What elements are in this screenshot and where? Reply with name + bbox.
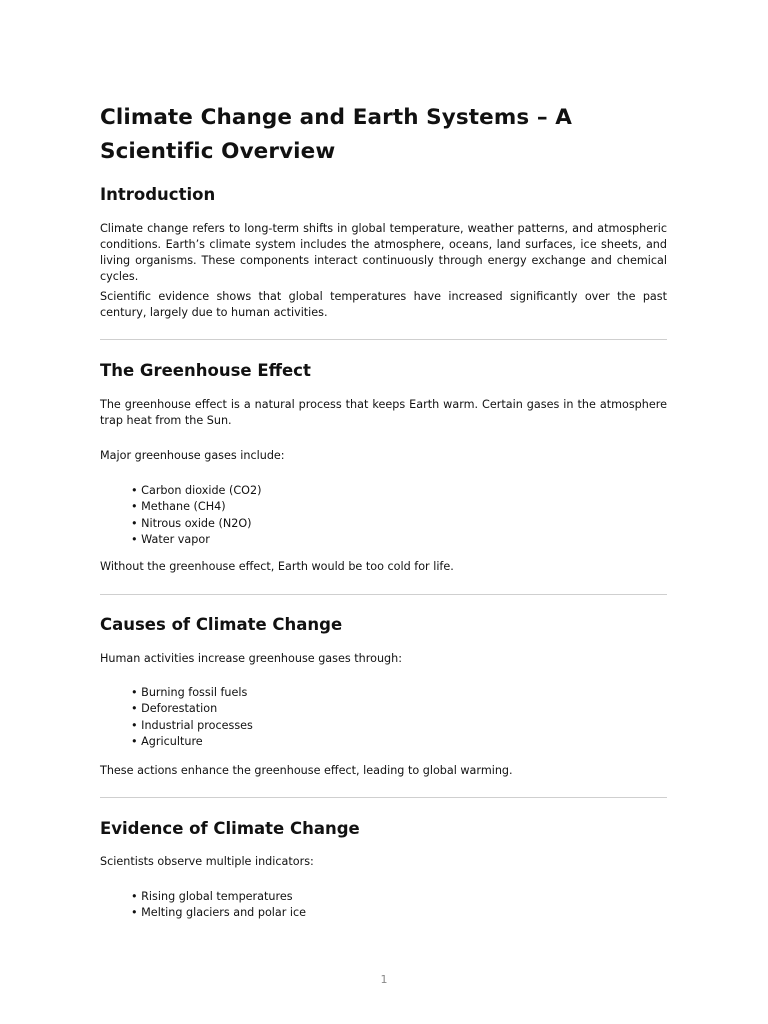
section-divider bbox=[100, 594, 667, 595]
greenhouse-paragraph-1: The greenhouse effect is a natural process that keeps Earth warm. Certain gases in the atmosphere trap heat from the Sun. bbox=[100, 398, 667, 427]
section-heading-greenhouse-effect: The Greenhouse Effect bbox=[100, 361, 311, 380]
evidence-list bbox=[131, 889, 306, 922]
list-item: • Nitrous oxide (N2O) bbox=[131, 516, 252, 530]
list-item: • Deforestation bbox=[131, 702, 218, 716]
section-divider bbox=[100, 339, 667, 340]
list-item: • Agriculture bbox=[131, 734, 203, 748]
list-item: • Rising global temperatures bbox=[131, 890, 293, 903]
list-item: • Melting glaciers and polar ice bbox=[131, 906, 307, 920]
greenhouse-gases-list bbox=[131, 483, 261, 548]
list-item: • Burning fossil fuels bbox=[131, 686, 248, 699]
page-number: 1 bbox=[380, 973, 388, 986]
greenhouse-paragraph-2: Major greenhouse gases include: bbox=[100, 449, 285, 462]
list-item: • Industrial processes bbox=[131, 718, 253, 732]
intro-paragraph-2: Scientific evidence shows that global temperatures have increased significantly over the past century, largely due to human activities. bbox=[100, 290, 667, 319]
section-heading-evidence: Evidence of Climate Change bbox=[100, 819, 360, 838]
greenhouse-paragraph-3: Without the greenhouse effect, Earth would be too cold for life. bbox=[100, 560, 454, 573]
section-heading-introduction: Introduction bbox=[100, 185, 216, 204]
list-item: • Carbon dioxide (CO2) bbox=[131, 484, 262, 497]
causes-paragraph-1: Human activities increase greenhouse gases through: bbox=[100, 652, 402, 665]
section-divider bbox=[100, 797, 667, 798]
list-item: • Water vapor bbox=[131, 532, 210, 546]
intro-paragraph-1: Climate change refers to long-term shifts in global temperature, weather patterns, and atmospheric conditions. Earth’s climate system includes the atmosphere, oceans, land surfaces, ice sheets, and living organisms. These components interact continuously through energy exchange and chemical cycles. bbox=[100, 222, 667, 283]
evidence-paragraph-1: Scientists observe multiple indicators: bbox=[100, 855, 314, 868]
causes-paragraph-2: These actions enhance the greenhouse effect, leading to global warming. bbox=[100, 764, 513, 777]
causes-list bbox=[131, 685, 253, 750]
document-title: Climate Change and Earth Systems – A Scientific Overview bbox=[100, 105, 573, 164]
section-heading-causes: Causes of Climate Change bbox=[100, 615, 343, 634]
list-item: • Methane (CH4) bbox=[131, 500, 226, 514]
